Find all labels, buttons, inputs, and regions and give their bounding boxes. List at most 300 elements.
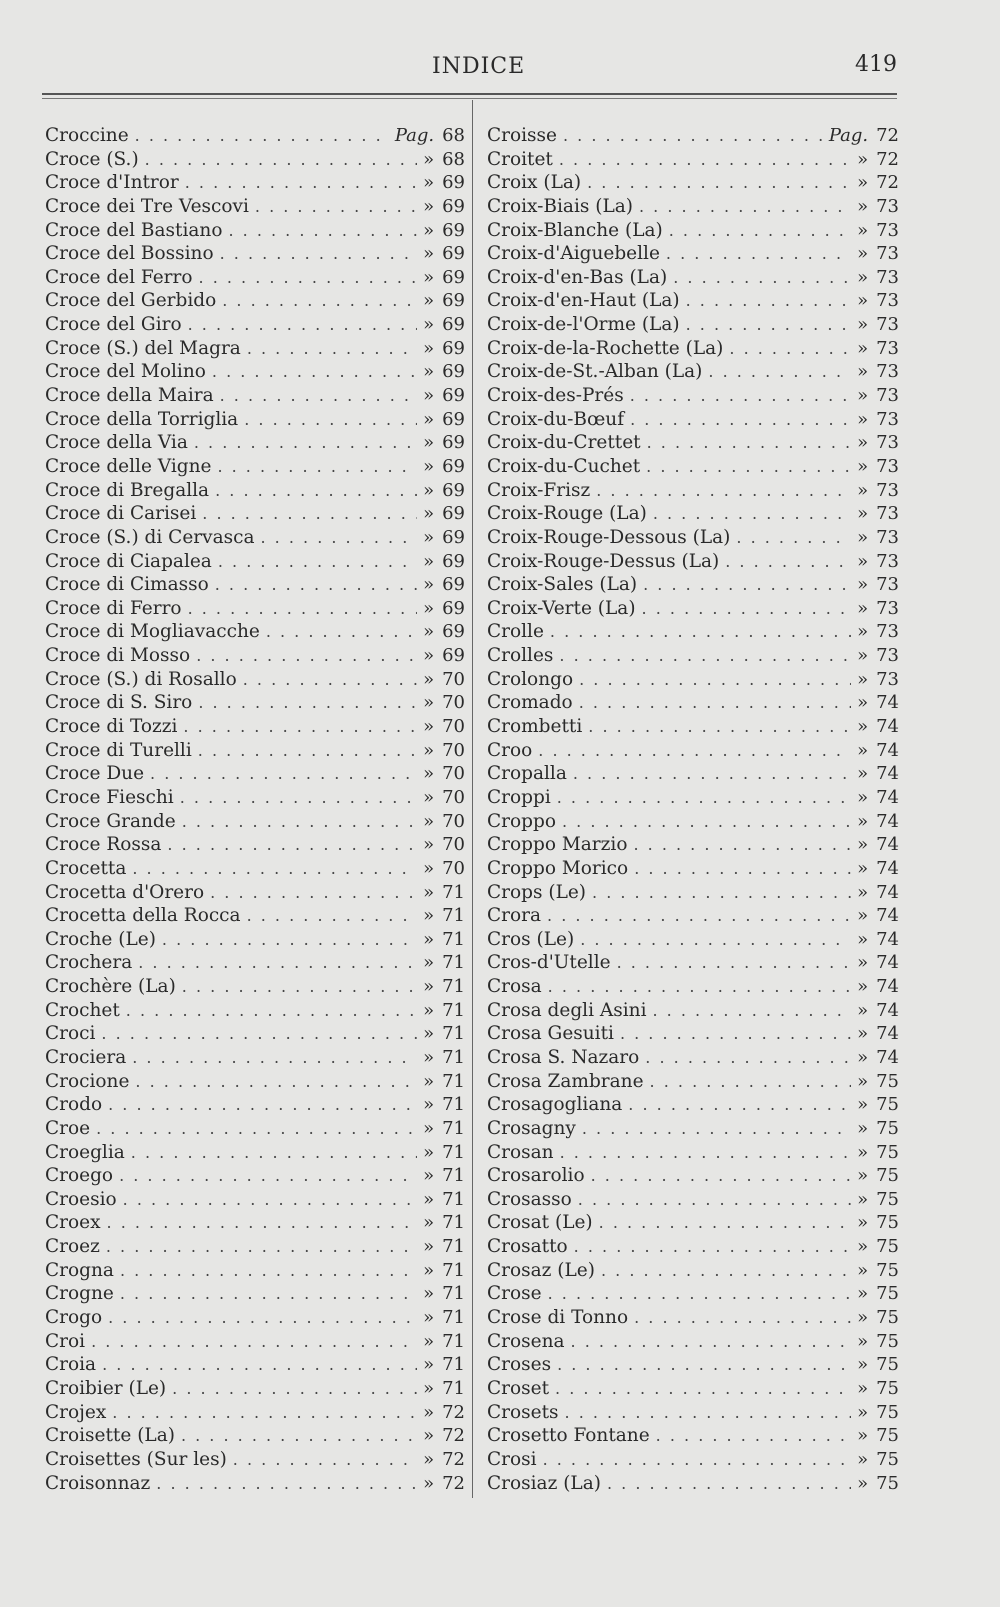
- entry-name: Crolle: [487, 621, 544, 643]
- entry-name: Croisonnaz: [45, 1472, 151, 1494]
- entry-name: Crocetta: [45, 857, 127, 879]
- leader-dots: [642, 597, 852, 621]
- index-entry: [487, 526, 899, 550]
- entry-name: Croix-du-Crettet: [487, 432, 641, 454]
- leader-dots: [108, 1093, 417, 1117]
- index-entry: [45, 951, 465, 975]
- entry-page-number: 71: [442, 1377, 465, 1399]
- entry-marker: »: [423, 739, 435, 761]
- index-entry: [45, 266, 465, 290]
- entry-marker: »: [423, 337, 435, 359]
- leader-dots: [247, 337, 417, 361]
- entry-page-ref: [423, 171, 465, 195]
- entry-page-ref: [857, 550, 899, 574]
- index-entry: [45, 1306, 465, 1330]
- header-rule: [42, 93, 897, 95]
- index-entry: [45, 408, 465, 432]
- entry-page-ref: [423, 1093, 465, 1117]
- entry-marker: »: [857, 148, 869, 170]
- entry-name: Crocetta della Rocca: [45, 905, 241, 927]
- entry-name: Croce del Bastiano: [45, 219, 223, 241]
- index-entry: [45, 573, 465, 597]
- entry-name: Croce Grande: [45, 810, 176, 832]
- entry-name: Croeglia: [45, 1141, 125, 1163]
- index-entry: [487, 1235, 899, 1259]
- index-entry: [487, 1377, 899, 1401]
- index-entry: [487, 337, 899, 361]
- entry-page-ref: [857, 668, 899, 692]
- entry-marker: »: [857, 1377, 869, 1399]
- leader-dots: [547, 904, 851, 928]
- leader-dots: [131, 1141, 417, 1165]
- entry-name: Crodo: [45, 1094, 103, 1116]
- entry-name: Croo: [487, 739, 533, 761]
- entry-marker: »: [857, 266, 869, 288]
- entry-name: Croix-Blanche (La): [487, 219, 663, 241]
- entry-page-ref: [423, 1259, 465, 1283]
- entry-page-number: 69: [442, 645, 465, 667]
- entry-page-number: 69: [442, 621, 465, 643]
- entry-page-ref: [423, 810, 465, 834]
- leader-dots: [150, 762, 417, 786]
- index-entry: [45, 1188, 465, 1212]
- index-entry: [45, 1164, 465, 1188]
- entry-name: Croix-du-Bœuf: [487, 408, 625, 430]
- entry-page-ref: [857, 195, 899, 219]
- leader-dots: [196, 644, 417, 668]
- entry-page-number: 69: [442, 550, 465, 572]
- leader-dots: [559, 148, 851, 172]
- entry-name: Croix-Rouge (La): [487, 503, 647, 525]
- index-entry: [45, 337, 465, 361]
- entry-marker: »: [423, 905, 435, 927]
- entry-page-number: 68: [442, 125, 465, 146]
- index-entry: [487, 857, 899, 881]
- entry-page-number: 69: [442, 526, 465, 548]
- index-entry: [487, 1022, 899, 1046]
- entry-page-number: 71: [442, 905, 465, 927]
- entry-page-number: 73: [876, 597, 899, 619]
- entry-marker: »: [857, 1448, 869, 1470]
- entry-page-number: 75: [876, 1236, 899, 1258]
- entry-page-ref: [423, 1306, 465, 1330]
- entry-marker: »: [857, 1094, 869, 1116]
- index-entry: [45, 526, 465, 550]
- entry-page-ref: [857, 148, 899, 172]
- leader-dots: [639, 195, 851, 219]
- entry-name: Croce della Torriglia: [45, 408, 239, 430]
- entry-marker: »: [423, 1401, 435, 1423]
- entry-name: Croce di Cimasso: [45, 574, 209, 596]
- entry-marker: »: [423, 928, 435, 950]
- index-entry: [45, 171, 465, 195]
- entry-marker: »: [857, 763, 869, 785]
- index-entry: [45, 219, 465, 243]
- entry-page-number: 70: [442, 786, 465, 808]
- entry-name: Croix-Biais (La): [487, 195, 633, 217]
- leader-dots: [96, 1117, 417, 1141]
- entry-name: Croche (Le): [45, 928, 156, 950]
- index-entry: [45, 1022, 465, 1046]
- entry-page-ref: [423, 219, 465, 243]
- entry-page-ref: [857, 597, 899, 621]
- index-entry: [45, 597, 465, 621]
- entry-page-number: 75: [876, 1070, 899, 1092]
- leader-dots: [188, 597, 418, 621]
- entry-marker: »: [857, 1330, 869, 1352]
- index-entry: [487, 1330, 899, 1354]
- entry-page-number: 70: [442, 739, 465, 761]
- index-entry: [45, 975, 465, 999]
- entry-page-number: 69: [442, 219, 465, 241]
- entry-marker: »: [857, 857, 869, 879]
- entry-name: Crochet: [45, 999, 120, 1021]
- entry-name: Croego: [45, 1165, 114, 1187]
- entry-name: Croses: [487, 1354, 552, 1376]
- entry-marker: »: [423, 786, 435, 808]
- index-entry: [487, 573, 899, 597]
- entry-marker: »: [423, 1307, 435, 1329]
- entry-page-number: 74: [876, 810, 899, 832]
- entry-name: Croitet: [487, 148, 553, 170]
- entry-page-number: 74: [876, 692, 899, 714]
- entry-name: Crosasso: [487, 1188, 572, 1210]
- index-entry: [45, 455, 465, 479]
- index-entry: [45, 1448, 465, 1472]
- index-entry: [45, 1377, 465, 1401]
- entry-marker: »: [423, 172, 435, 194]
- leader-dots: [215, 479, 417, 503]
- leader-dots: [565, 1401, 852, 1425]
- entry-marker: »: [423, 976, 435, 998]
- entry-name: Croix-d'en-Bas (La): [487, 266, 668, 288]
- leader-dots: [244, 408, 417, 432]
- entry-marker: »: [423, 1425, 435, 1447]
- leader-dots: [729, 337, 851, 361]
- entry-page-ref: [423, 242, 465, 266]
- index-entry: [45, 431, 465, 455]
- leader-dots: [563, 124, 823, 148]
- index-entry: [487, 904, 899, 928]
- leader-dots: [183, 715, 417, 739]
- entry-page-number: 73: [876, 314, 899, 336]
- leader-dots: [666, 242, 851, 266]
- entry-marker: »: [857, 1354, 869, 1376]
- leader-dots: [91, 1330, 417, 1354]
- entry-name: Croia: [45, 1354, 97, 1376]
- entry-page-ref: [423, 1235, 465, 1259]
- entry-page-ref: [857, 975, 899, 999]
- entry-page-ref: [423, 408, 465, 432]
- entry-marker: »: [423, 1259, 435, 1281]
- entry-page-number: 72: [876, 125, 899, 146]
- entry-marker: »: [857, 314, 869, 336]
- entry-name: Croppo: [487, 810, 556, 832]
- entry-marker: »: [857, 1283, 869, 1305]
- entry-name: Crosa Zambrane: [487, 1070, 644, 1092]
- index-column-right: [487, 124, 899, 1495]
- entry-page-number: 71: [442, 881, 465, 903]
- index-entry: [487, 644, 899, 668]
- entry-page-ref: [423, 1401, 465, 1425]
- entry-page-ref: [857, 1282, 899, 1306]
- leader-dots: [172, 1377, 417, 1401]
- leader-dots: [120, 1259, 417, 1283]
- index-entry: [45, 810, 465, 834]
- entry-marker: »: [857, 905, 869, 927]
- entry-marker: »: [423, 1094, 435, 1116]
- entry-page-ref: [857, 1472, 899, 1496]
- entry-page-ref: [423, 904, 465, 928]
- entry-page-ref: [423, 313, 465, 337]
- entry-name: Crosa S. Nazaro: [487, 1046, 640, 1068]
- leader-dots: [550, 620, 851, 644]
- entry-page-number: 69: [442, 479, 465, 501]
- index-entry: [45, 289, 465, 313]
- index-entry: [45, 502, 465, 526]
- entry-name: Crolles: [487, 645, 554, 667]
- leader-dots: [588, 715, 851, 739]
- index-entry: [487, 1093, 899, 1117]
- leader-dots: [557, 786, 851, 810]
- entry-page-ref: [423, 550, 465, 574]
- entry-page-number: 71: [442, 1023, 465, 1045]
- index-entry: [487, 455, 899, 479]
- entry-name: Croce della Via: [45, 432, 188, 454]
- entry-page-number: 73: [876, 621, 899, 643]
- entry-marker: »: [423, 1023, 435, 1045]
- entry-name: Crosi: [487, 1448, 537, 1470]
- entry-page-ref: [423, 975, 465, 999]
- entry-name: Crose di Tonno: [487, 1307, 629, 1329]
- entry-page-number: 72: [876, 148, 899, 170]
- entry-page-ref: [857, 1401, 899, 1425]
- leader-dots: [555, 1377, 851, 1401]
- entry-page-ref: [423, 597, 465, 621]
- leader-dots: [126, 999, 417, 1023]
- entry-marker: »: [423, 1283, 435, 1305]
- entry-marker: »: [857, 361, 869, 383]
- leader-dots: [215, 573, 417, 597]
- entry-marker: »: [857, 928, 869, 950]
- index-entry: [45, 1424, 465, 1448]
- index-entry: [487, 502, 899, 526]
- entry-name: Croce della Maira: [45, 385, 214, 407]
- entry-page-ref: [423, 739, 465, 763]
- entry-page-ref: [857, 691, 899, 715]
- entry-page-ref: [857, 1211, 899, 1235]
- entry-page-ref: [423, 1377, 465, 1401]
- index-entry: [45, 1282, 465, 1306]
- index-entry: [487, 1211, 899, 1235]
- leader-dots: [132, 1046, 417, 1070]
- entry-page-ref: [423, 928, 465, 952]
- entry-page-ref: [857, 526, 899, 550]
- entry-marker: »: [857, 1212, 869, 1234]
- entry-name: Croix (La): [487, 172, 582, 194]
- entry-page-number: 75: [876, 1401, 899, 1423]
- entry-page-number: 75: [876, 1141, 899, 1163]
- leader-dots: [120, 1282, 417, 1306]
- entry-marker: »: [857, 219, 869, 241]
- entry-name: Croe: [45, 1117, 91, 1139]
- leader-dots: [628, 1093, 851, 1117]
- entry-marker: »: [423, 952, 435, 974]
- entry-marker: »: [423, 148, 435, 170]
- index-entry: [487, 384, 899, 408]
- entry-page-number: 74: [876, 857, 899, 879]
- entry-page-ref: [423, 1022, 465, 1046]
- leader-dots: [634, 1306, 851, 1330]
- leader-dots: [222, 289, 417, 313]
- leader-dots: [180, 786, 417, 810]
- entry-marker: »: [423, 290, 435, 312]
- entry-marker: »: [857, 1236, 869, 1258]
- index-entry: [487, 266, 899, 290]
- entry-page-ref: [857, 999, 899, 1023]
- entry-page-number: 73: [876, 574, 899, 596]
- leader-dots: [571, 1330, 852, 1354]
- index-entry: [45, 762, 465, 786]
- entry-page-ref: [857, 715, 899, 739]
- entry-marker: »: [423, 1448, 435, 1470]
- entry-name: Croce di Turelli: [45, 739, 192, 761]
- entry-page-number: 69: [442, 503, 465, 525]
- entry-name: Crocione: [45, 1070, 130, 1092]
- entry-page-ref: [857, 644, 899, 668]
- index-entry: [45, 904, 465, 928]
- entry-page-ref: [423, 1070, 465, 1094]
- leader-dots: [599, 1211, 851, 1235]
- entry-name: Croce (S.): [45, 148, 139, 170]
- index-entry: [45, 833, 465, 857]
- entry-name: Crora: [487, 905, 542, 927]
- leader-dots: [198, 739, 417, 763]
- entry-name: Croset: [487, 1377, 550, 1399]
- entry-page-ref: [423, 1211, 465, 1235]
- entry-marker: »: [857, 834, 869, 856]
- entry-page-ref: [423, 502, 465, 526]
- index-entry: [487, 1282, 899, 1306]
- leader-dots: [233, 1448, 417, 1472]
- entry-page-ref: [857, 620, 899, 644]
- entry-page-ref: [423, 833, 465, 857]
- entry-page-ref: [857, 810, 899, 834]
- entry-name: Crolongo: [487, 668, 574, 690]
- entry-page-ref: [857, 1117, 899, 1141]
- entry-name: Croce del Ferro: [45, 266, 193, 288]
- index-entry: [487, 479, 899, 503]
- leader-dots: [579, 668, 851, 692]
- leader-dots: [548, 975, 851, 999]
- entry-page-ref: [857, 289, 899, 313]
- entry-page-ref: [857, 881, 899, 905]
- entry-marker: »: [423, 1472, 435, 1494]
- leader-dots: [653, 502, 851, 526]
- index-entry: [45, 1211, 465, 1235]
- entry-page-ref: [857, 1046, 899, 1070]
- index-entry: [45, 124, 465, 148]
- entry-page-number: 74: [876, 716, 899, 738]
- index-entry: [45, 1070, 465, 1094]
- leader-dots: [198, 691, 417, 715]
- entry-name: Croix-des-Prés: [487, 385, 624, 407]
- entry-page-number: 75: [876, 1330, 899, 1352]
- leader-dots: [543, 1448, 852, 1472]
- entry-name: Crosiaz (La): [487, 1472, 601, 1494]
- index-entry: [487, 195, 899, 219]
- entry-page-number: 70: [442, 810, 465, 832]
- entry-name: Croce Rossa: [45, 834, 162, 856]
- entry-marker: »: [857, 739, 869, 761]
- entry-marker: »: [857, 337, 869, 359]
- entry-page-ref: [395, 124, 465, 148]
- page-title: INDICE: [432, 54, 526, 79]
- entry-page-ref: [423, 431, 465, 455]
- entry-page-number: 75: [876, 1165, 899, 1187]
- entry-page-number: 75: [876, 1307, 899, 1329]
- entry-page-number: 73: [876, 455, 899, 477]
- entry-page-number: 70: [442, 834, 465, 856]
- entry-marker: »: [423, 1236, 435, 1258]
- leader-dots: [220, 242, 417, 266]
- entry-name: Crosa: [487, 976, 542, 998]
- entry-marker: »: [857, 1259, 869, 1281]
- entry-page-ref: [857, 337, 899, 361]
- index-entry: [487, 313, 899, 337]
- entry-page-ref: [857, 1188, 899, 1212]
- entry-name: Crosarolio: [487, 1165, 585, 1187]
- index-entry: [487, 1070, 899, 1094]
- index-entry: [45, 786, 465, 810]
- entry-page-number: 73: [876, 645, 899, 667]
- index-entry: [45, 360, 465, 384]
- entry-page-ref: [857, 786, 899, 810]
- entry-page-ref: [423, 1141, 465, 1165]
- leader-dots: [123, 1188, 417, 1212]
- entry-name: Croisettes (Sur les): [45, 1448, 227, 1470]
- entry-marker: Pag.: [828, 125, 869, 146]
- entry-marker: »: [423, 834, 435, 856]
- entry-page-number: 73: [876, 526, 899, 548]
- entry-page-number: 71: [442, 1046, 465, 1068]
- entry-marker: »: [423, 455, 435, 477]
- leader-dots: [643, 573, 851, 597]
- entry-name: Croce dei Tre Vescovi: [45, 195, 249, 217]
- leader-dots: [574, 1235, 851, 1259]
- entry-page-number: 71: [442, 1330, 465, 1352]
- entry-name: Croce di Mogliavacche: [45, 621, 260, 643]
- entry-name: Croix-du-Cuchet: [487, 455, 641, 477]
- entry-marker: »: [423, 645, 435, 667]
- entry-page-ref: [423, 644, 465, 668]
- entry-page-number: 73: [876, 385, 899, 407]
- leader-dots: [255, 195, 417, 219]
- entry-page-number: 74: [876, 1023, 899, 1045]
- entry-page-number: 71: [442, 976, 465, 998]
- entry-page-number: 75: [876, 1188, 899, 1210]
- leader-dots: [708, 360, 851, 384]
- entry-name: Crosaz (Le): [487, 1259, 595, 1281]
- entry-name: Crogo: [45, 1307, 103, 1329]
- entry-page-number: 69: [442, 266, 465, 288]
- entry-name: Crogne: [45, 1283, 114, 1305]
- entry-marker: »: [423, 716, 435, 738]
- entry-page-ref: [423, 573, 465, 597]
- entry-marker: Pag.: [394, 125, 435, 146]
- leader-dots: [181, 1424, 417, 1448]
- entry-name: Croci: [45, 1023, 96, 1045]
